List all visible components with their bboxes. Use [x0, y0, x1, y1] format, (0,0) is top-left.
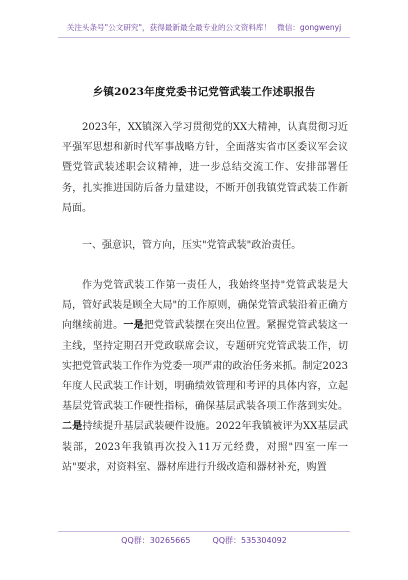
footer-divider [58, 531, 350, 532]
point-marker-two: 二是 [62, 421, 83, 433]
banner-promo-text: 关注头条号"公文研究"，获得最新最全最专业的公文资料库！ [66, 23, 272, 32]
footer-qq-group-2: QQ群：535304092 [212, 536, 287, 545]
paragraph-text: 持续提升基层武装硬件设施。2022年我镇被评为XX基层武装部，2023年我镇再次投入11万元经费，对照"四室一库一站"要求，对资料室、器材库进行升级改造和器材补充，购置 [62, 421, 349, 473]
footer-qq-group-1: QQ群：30265665 [121, 536, 191, 545]
header-banner [0, 22, 408, 33]
banner-wechat-text: 微信：gongwenyj [277, 23, 342, 32]
paragraph-section-1 [62, 276, 348, 478]
paragraph-text: 作为党管武装工作第一责任人，我始终坚持"党管武装是大局，管好武装是顾全大局"的工作原则，确保党管武装沿着正确方向继续前进。 [62, 280, 348, 332]
paragraph-text: 把党管武装摆在突出位置。紧握党管武装这一主线，坚持定期召开党政联席会议，专题研究党管武装工作，切实把党管武装工作作为党委一项严肃的政治任务来抓。制定2023年度人民武装工作计划，明确绩效管理和考评的具体内容，立起基层党管武装工作硬性指标，确保基层武装各项工作落到实处。 [62, 320, 349, 413]
paragraph-intro: 2023年，XX镇深入学习贯彻党的XX大精神，认真贯彻习近平强军思想和新时代军事战略方针，全面落实省市区委议军会议暨党管武装述职会议精神，进一步总结交流工作、安排部署任务，扎实推进国防后备力量建设，不断开创我镇党管武装工作新局面。 [62, 122, 348, 214]
section-heading-1: 一、强意识，管方向，压实"党管武装"政治责任。 [82, 240, 302, 251]
document-title: 乡镇2023年度党委书记党管武装工作述职报告 [92, 86, 316, 98]
point-marker-one: 一是 [123, 320, 144, 332]
header-divider [58, 37, 350, 38]
footer [0, 535, 408, 546]
